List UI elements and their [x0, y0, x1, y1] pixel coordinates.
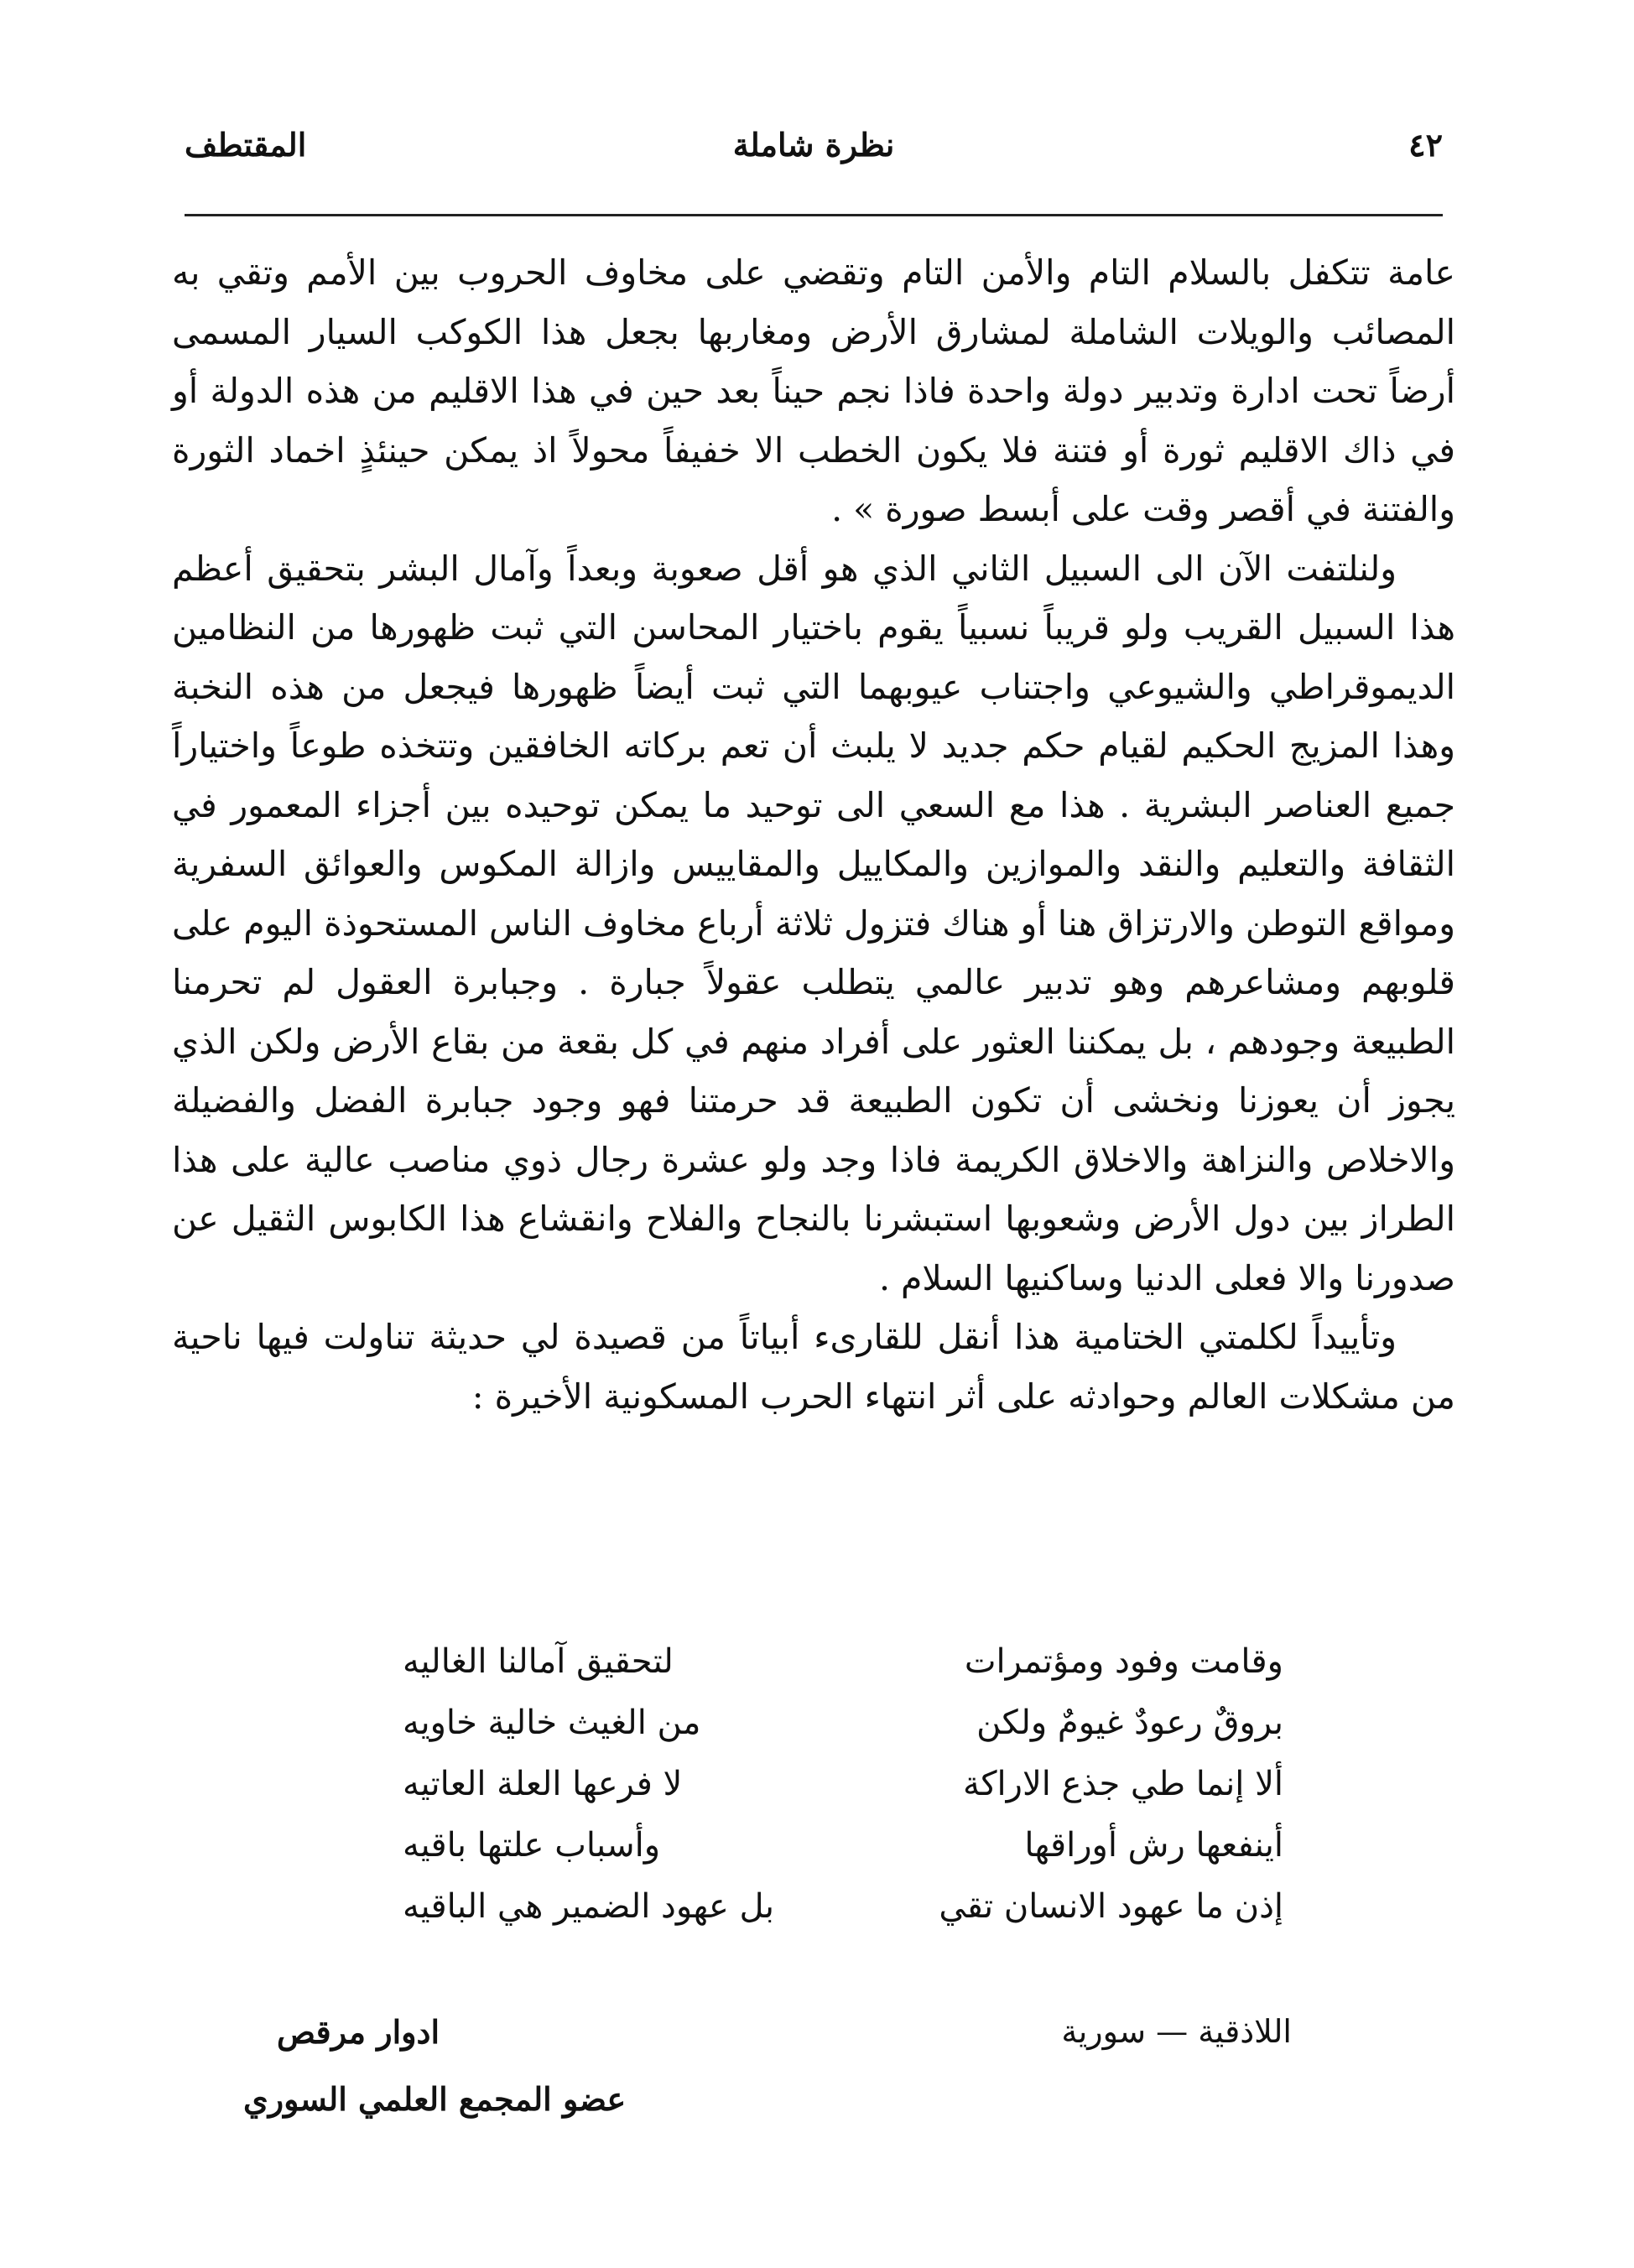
author-name: ادوار مرقص: [277, 2013, 440, 2051]
page-header: [185, 126, 1443, 193]
article-title: نظرة شاملة: [732, 126, 895, 164]
journal-name: المقتطف: [185, 126, 307, 164]
verse-second-hemistich: لا فرعها العلة العاتيه: [403, 1765, 683, 1803]
verse-first-hemistich: إذن ما عهود الانسان تقي: [939, 1887, 1283, 1926]
article-body: [172, 243, 1455, 1426]
verse-first-hemistich: ألا إنما طي جذع الاراكة: [963, 1765, 1283, 1803]
verse-first-hemistich: أينفعها رش أوراقها: [1024, 1826, 1283, 1865]
poem-verse: [403, 1815, 1283, 1876]
verse-second-hemistich: وأسباب علتها باقيه: [403, 1826, 661, 1865]
author-affiliation: عضو المجمع العلمي السوري: [243, 2080, 627, 2118]
poem: [403, 1631, 1283, 1938]
verse-second-hemistich: لتحقيق آمالنا الغاليه: [403, 1642, 674, 1681]
poem-verse: [403, 1693, 1283, 1754]
verse-first-hemistich: بروقٌ رعودٌ غيومٌ ولكن: [976, 1704, 1283, 1742]
header-divider: [185, 214, 1443, 216]
place-line: اللاذقية — سورية: [1061, 2013, 1292, 2050]
poem-verse: [403, 1631, 1283, 1693]
verse-first-hemistich: وقامت وفود ومؤتمرات: [964, 1642, 1283, 1681]
poem-verse: [403, 1754, 1283, 1815]
page-number: ٤٢: [1408, 126, 1443, 164]
signature-block: [243, 2013, 1292, 2164]
verse-second-hemistich: من الغيث خالية خاويه: [403, 1704, 701, 1742]
paragraph: عامة تتكفل بالسلام التام والأمن التام وتقضي على مخاوف الحروب بين الأمم وتقي به المصائب والويلات الشاملة لمشارق الأرض ومغاربها بجعل هذا الكوكب السيار المسمى أرضاً تحت ادارة وتدبير دولة واحدة فاذا نجم حيناً بعد حين في هذا الاقليم من هذه الدولة أو في ذاك الاقليم ثورة أو فتنة فلا يكون الخطب الا خفيفاً محولاً اذ يمكن حينئذٍ اخماد الثورة والفتنة في أقصر وقت على أبسط صورة » .: [172, 252, 1455, 529]
paragraph: وتأييداً لكلمتي الختامية هذا أنقل للقارىء أبياتاً من قصيدة لي حديثة تناولت فيها ناحية من مشكلات العالم وحوادثه على أثر انتهاء الحرب المسكونية الأخيرة :: [172, 1317, 1455, 1417]
verse-second-hemistich: بل عهود الضمير هي الباقيه: [403, 1887, 774, 1926]
poem-verse: [403, 1876, 1283, 1938]
paragraph: ولنلتفت الآن الى السبيل الثاني الذي هو أقل صعوبة وبعداً وآمال البشر بتحقيق أعظم هذا السبيل القريب ولو قريباً نسبياً يقوم باختيار المحاسن التي ثبت ظهورها من النظامين الديموقراطي والشيوعي واجتناب عيوبهما التي ثبت أيضاً ظهورها فيجعل من هذه النخبة وهذا المزيج الحكيم لقيام حكم جديد لا يلبث أن تعم بركاته الخافقين وتتخذه طوعاً واختياراً جميع العناصر البشرية . هذا مع السعي الى توحيد ما يمكن توحيده بين أجزاء المعمور في الثقافة والتعليم والنقد والموازين والمكاييل والمقاييس وازالة المكوس والعوائق السفرية ومواقع التوطن والارتزاق هنا أو هناك فتزول ثلاثة أرباع مخاوف الناس المستحوذة اليوم على قلوبهم ومشاعرهم وهو تدبير عالمي يتطلب عقولاً جبارة . وجبابرة العقول لم تحرمنا الطبيعة وجودهم ، بل يمكننا العثور على أفراد منهم في كل بقعة من بقاع الأرض ولكن الذي يجوز أن يعوزنا ونخشى أن تكون الطبيعة قد حرمتنا فهو وجود جبابرة الفضل والفضيلة والاخلاص والنزاهة والاخلاق الكريمة فاذا وجد ولو عشرة رجال ذوي مناصب عالية على هذا الطراز بين دول الأرض وشعوبها استبشرنا بالنجاح والفلاح وانقشاع هذا الكابوس الثقيل عن صدورنا والا فعلى الدنيا وساكنيها السلام .: [172, 548, 1455, 1298]
